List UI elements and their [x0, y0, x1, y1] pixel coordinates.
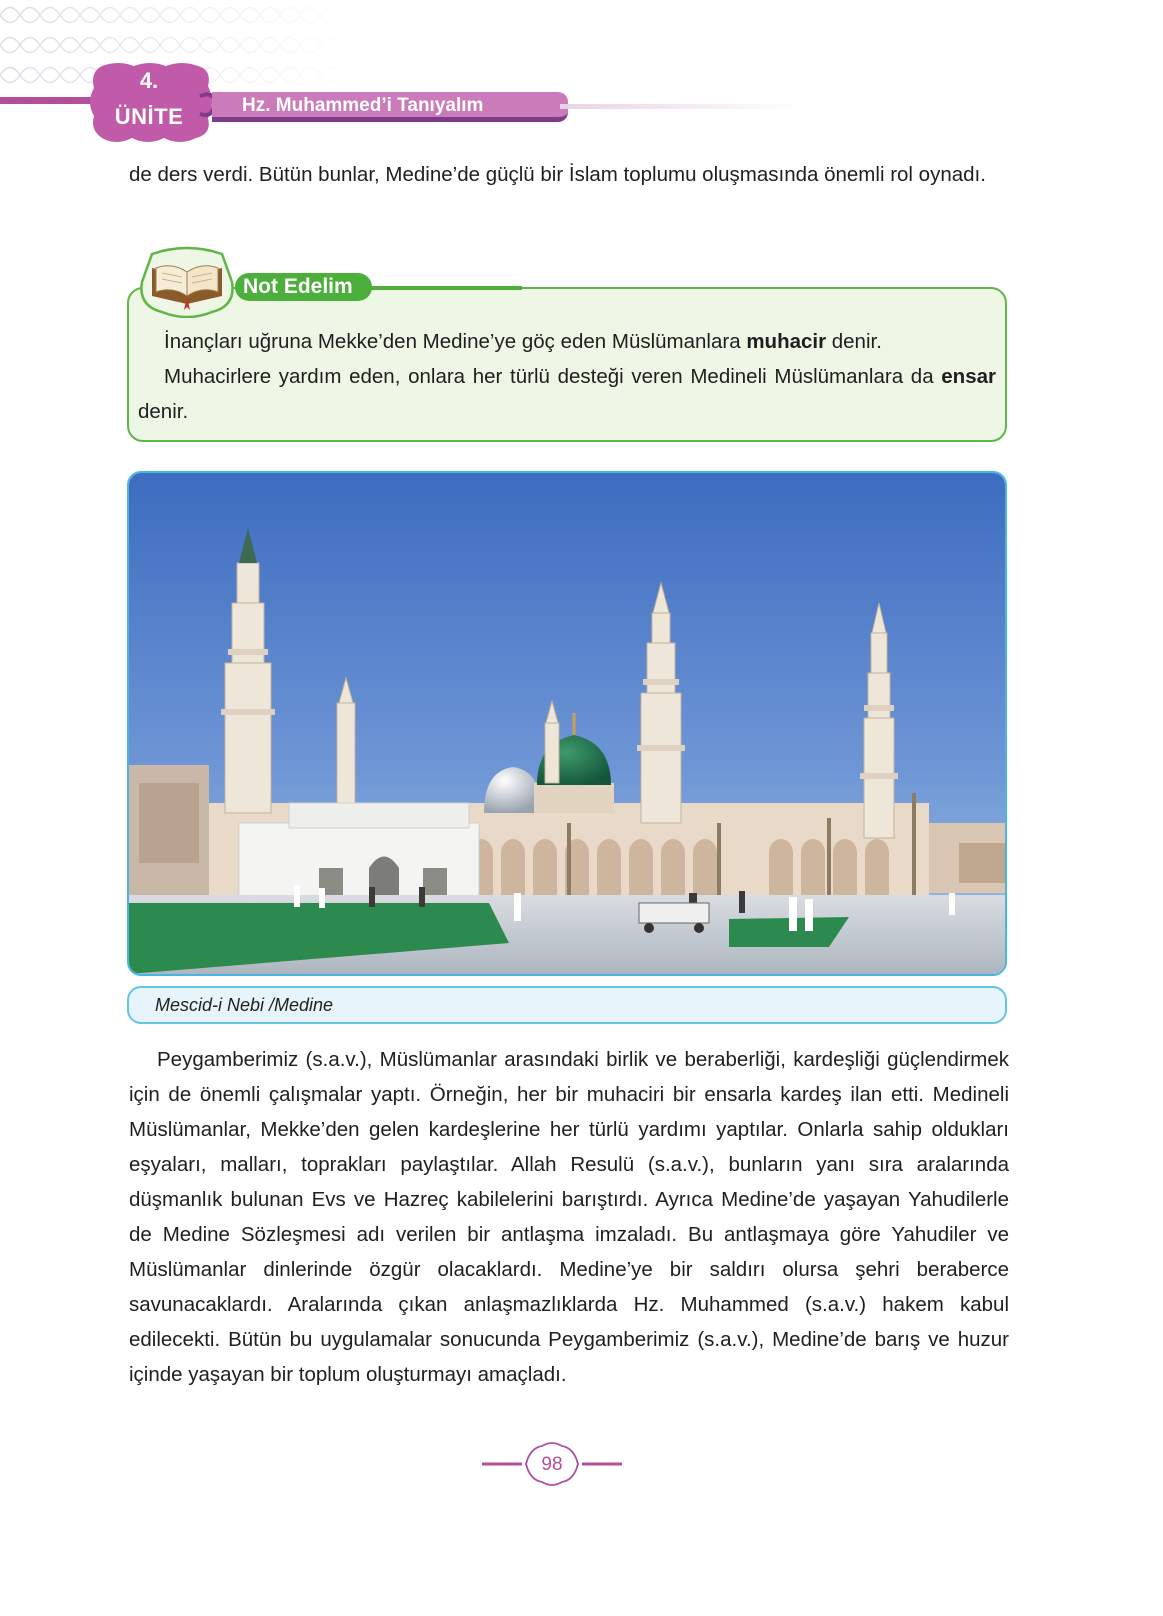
unit-label: ÜNİTE: [114, 104, 184, 129]
unit-badge: [88, 60, 228, 144]
term-muhacir: muhacir: [746, 330, 827, 353]
photo-caption-box: [127, 986, 1007, 1024]
note-line-1: İnançları uğruna Mekke’den Medine’ye göç eden Müslümanlara muhacir denir.: [164, 330, 882, 353]
chapter-title: Hz. Muhammed’i Tanıyalım: [242, 95, 484, 116]
photo-caption: Mescid-i Nebi /Medine: [155, 995, 334, 1015]
mosque-photo: [127, 471, 1007, 976]
intro-paragraph: de ders verdi. Bütün bunlar, Medine’de güçlü bir İslam toplumu oluşmasında önemli rol oynadı.: [129, 163, 986, 186]
chapter-title-banner: [212, 92, 568, 122]
note-divider-line: [360, 286, 522, 290]
page-number: 98: [541, 1454, 563, 1475]
page-footer: [482, 1440, 622, 1488]
header-fade-line: [560, 104, 800, 109]
term-ensar: ensar: [941, 365, 996, 388]
note-line-2: Muhacirlere yardım eden, onlara her türlü desteği veren Medineli Müslümanlara da ensar denir.: [138, 365, 996, 423]
mosque-illustration: [129, 473, 1005, 974]
note-label-badge: [235, 273, 372, 301]
note-label: Not Edelim: [243, 275, 353, 298]
open-book-icon: [132, 246, 242, 318]
note-text: [138, 324, 996, 429]
unit-number: 4.: [139, 68, 159, 93]
main-paragraph: Peygamberimiz (s.a.v.), Müslümanlar arasındaki birlik ve beraberliği, kardeşliği güçlendirmek için de önemli çalışmalar yaptı. Örneğin, her bir muhaciri bir ensarla kardeş ilan etti. Medineli Müslümanlar, Mekke’den gelen kardeşlerine her türlü yardımı yaptılar. Onlarla sahip oldukları eşyaları, malları, toprakları paylaştılar. Allah Resulü (s.a.v.), bunların yanı sıra aralarında düşmanlık bulunan Evs ve Hazreç kabilelerini barıştırdı. Ayrıca Medine’de yaşayan Yahudilerle de Medine Sözleşmesi adı verilen bir antlaşma imzaladı. Bu antlaşmaya göre Yahudiler ve Müslümanlar dinlerinde özgür olacaklardı. Medine’ye bir saldırı olursa şehri beraberce savunacaklardı. Aralarında çıkan anlaşmazlıklarda Hz. Muhammed (s.a.v.) hakem kabul edilecekti. Bütün bu uygulamalar sonucunda Peygamberimiz (s.a.v.), Medine’de barış ve huzur içinde yaşayan bir toplum oluşturmayı amaçladı.: [129, 1048, 1009, 1386]
